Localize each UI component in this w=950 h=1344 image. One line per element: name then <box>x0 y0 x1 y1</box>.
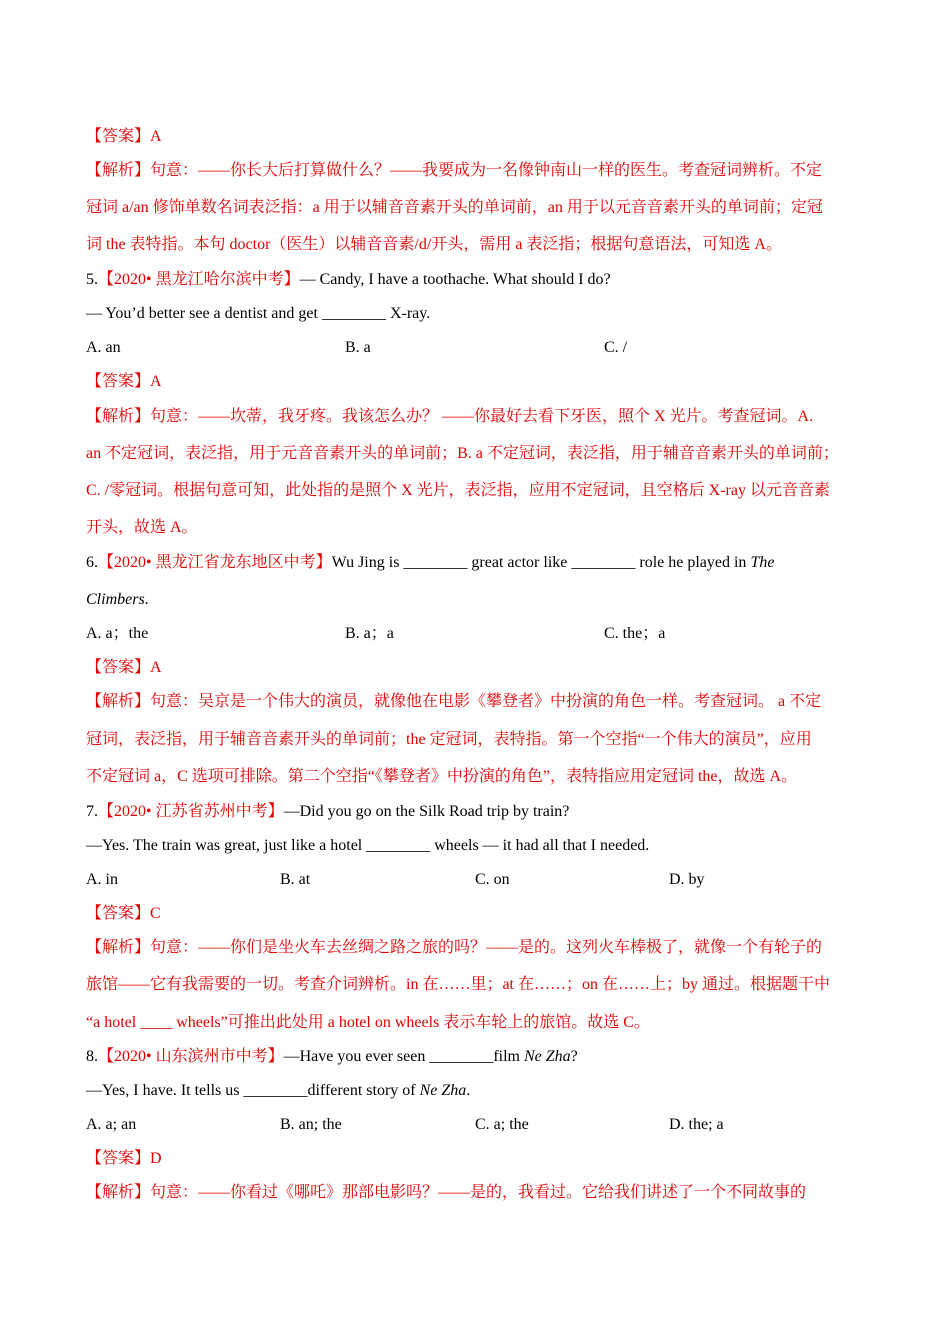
question-6-stem-cont <box>86 590 149 610</box>
question-5-response: — You’d better see a dentist and get ________ X-ray. <box>86 305 431 322</box>
q7-analysis-line-3: “a hotel ____ wheels”可推出此处用 a hotel on wheels 表示车轮上的旅馆。故选 C。 <box>86 1014 650 1031</box>
q7-analysis-line-1: 【解析】句意：——你们是坐火车去丝绸之路之旅的吗？——是的。这列火车棒极了，就像一个有轮子的 <box>86 939 823 956</box>
film-title-part-2: Climbers <box>86 591 145 608</box>
option-c: C. on <box>475 871 510 888</box>
question-text: —Have you ever seen ________film <box>283 1048 524 1065</box>
question-source: 【2020• 黑龙江哈尔滨中考】 <box>98 271 300 288</box>
option-b: B. at <box>280 871 311 888</box>
period: . <box>144 591 149 608</box>
film-title: Ne Zha <box>419 1082 467 1099</box>
q6-analysis-line-3: 不定冠词 a，C 选项可排除。第二个空指“《攀登者》中扮演的角色”，表特指应用定冠词 the，故选 A。 <box>86 768 798 785</box>
question-8-stem <box>86 1047 578 1067</box>
option-b: B. a <box>345 339 371 356</box>
question-7-stem <box>86 802 569 822</box>
q4-analysis-line-1: 【解析】句意：——你长大后打算做什么？——我要成为一名像钟南山一样的医生。考查冠词辨析。不定 <box>86 162 823 179</box>
q5-answer: 【答案】A <box>86 373 162 390</box>
question-number: 7. <box>86 803 98 820</box>
q5-analysis-line-1: 【解析】句意：——坎蒂，我牙疼。我该怎么办？ ——你最好去看下牙医，照个 X 光片。考查冠词。A. <box>86 408 814 425</box>
response-text: —Yes, I have. It tells us ________different story of <box>86 1082 420 1099</box>
question-8-response <box>86 1081 470 1101</box>
option-a: A. a；the <box>86 625 149 642</box>
option-c: C. / <box>604 339 628 356</box>
q8-answer: 【答案】D <box>86 1150 162 1167</box>
q7-analysis-line-2: 旅馆——它有我需要的一切。考查介词辨析。in 在……里；at 在……；on 在……上；by 通过。根据题干中 <box>86 976 830 993</box>
film-title: Ne Zha <box>524 1048 571 1065</box>
q6-answer: 【答案】A <box>86 659 162 676</box>
question-source: 【2020• 黑龙江省龙东地区中考】 <box>98 554 332 571</box>
q7-answer: 【答案】C <box>86 905 161 922</box>
q5-analysis-line-3: C. /零冠词。根据句意可知，此处指的是照个 X 光片，表泛指，应用不定冠词，且空格后 X-ray 以元音音素 <box>86 482 830 499</box>
option-d: D. the; a <box>669 1116 724 1133</box>
q8-analysis-line-1: 【解析】句意：——你看过《哪吒》那部电影吗？——是的，我看过。它给我们讲述了一个不同故事的 <box>86 1184 807 1201</box>
option-a: A. a; an <box>86 1116 137 1133</box>
question-7-response: —Yes. The train was great, just like a hotel ________ wheels — it had all that I needed. <box>86 837 650 854</box>
period: . <box>466 1082 471 1099</box>
option-c: C. a; the <box>475 1116 529 1133</box>
question-text: —Did you go on the Silk Road trip by train? <box>283 803 570 820</box>
option-a: A. an <box>86 339 121 356</box>
question-6-stem <box>86 553 774 573</box>
q6-analysis-line-1: 【解析】句意：吴京是一个伟大的演员，就像他在电影《攀登者》中扮演的角色一样。考查冠词。 a 不定 <box>86 693 822 710</box>
film-title-part-1: The <box>750 554 775 571</box>
option-a: A. in <box>86 871 118 888</box>
q6-analysis-line-2: 冠词，表泛指，用于辅音音素开头的单词前；the 定冠词，表特指。第一个空指“一个伟大的演员”，应用 <box>86 731 812 748</box>
option-c: C. the；a <box>604 625 666 642</box>
option-b: B. a；a <box>345 625 394 642</box>
q5-analysis-line-4: 开头，故选 A。 <box>86 519 198 536</box>
question-text: — Candy, I have a toothache. What should I do? <box>299 271 611 288</box>
question-source: 【2020• 山东滨州市中考】 <box>98 1048 284 1065</box>
question-number: 5. <box>86 271 98 288</box>
question-source: 【2020• 江苏省苏州中考】 <box>98 803 284 820</box>
question-mark: ? <box>570 1048 578 1065</box>
question-number: 8. <box>86 1048 98 1065</box>
q4-answer: 【答案】A <box>86 128 162 145</box>
question-number: 6. <box>86 554 98 571</box>
question-5-stem <box>86 270 611 290</box>
option-b: B. an; the <box>280 1116 342 1133</box>
q5-analysis-line-2: an 不定冠词，表泛指，用于元音音素开头的单词前；B. a 不定冠词，表泛指，用于辅音音素开头的单词前； <box>86 445 839 462</box>
q4-analysis-line-3: 词 the 表特指。本句 doctor（医生）以辅音音素/d/开头，需用 a 表泛指；根据句意语法，可知选 A。 <box>86 236 782 253</box>
option-d: D. by <box>669 871 705 888</box>
question-text: Wu Jing is ________ great actor like ________ role he played in <box>331 554 751 571</box>
q4-analysis-line-2: 冠词 a/an 修饰单数名词表泛指：a 用于以辅音音素开头的单词前，an 用于以元音音素开头的单词前；定冠 <box>86 199 823 216</box>
